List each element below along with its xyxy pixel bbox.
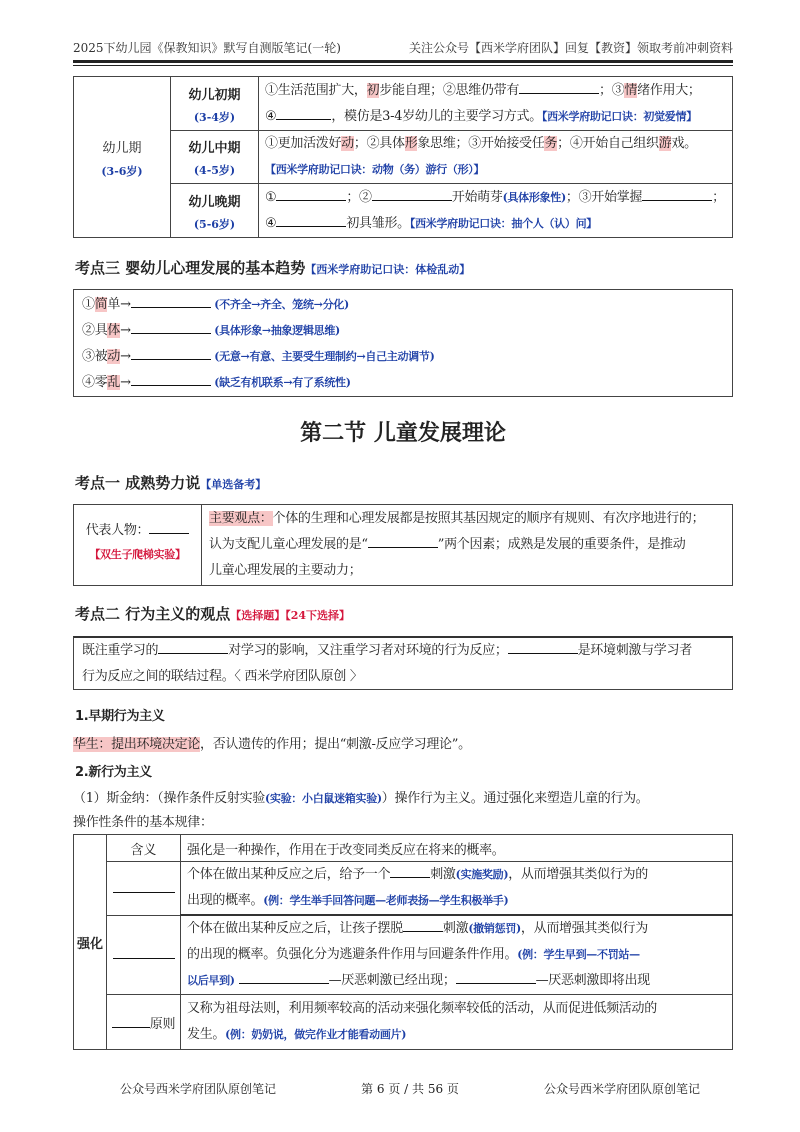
fill-blank (519, 81, 599, 94)
text-segment: ②具 (82, 323, 108, 338)
kp2-tag: 【24下选择】 (285, 609, 351, 622)
fill-blank (390, 865, 430, 878)
neo-sub: 操作性条件的基本规律： (73, 815, 213, 830)
kp1-title: 考点一 成熟势力说 (75, 474, 201, 492)
highlighted-text: 形 (404, 136, 418, 151)
text-segment: → (120, 323, 131, 338)
fill-blank (372, 188, 452, 201)
kp1-box (73, 504, 733, 586)
mnemonic-note: (撤销惩罚) (468, 922, 521, 935)
text-segment: 个体的生理和心理发展都是按照其基因规定的顺序有规则、有次序地进行的； (272, 511, 705, 526)
text-segment: 认为支配儿童心理发展的是“ (209, 537, 368, 552)
stage-desc (259, 77, 733, 131)
stage-age: (5-6岁) (193, 217, 236, 231)
highlighted-text: 动 (341, 136, 354, 151)
text-segment: ）操作行为主义。通过强化来塑造儿童的行为。 (381, 791, 649, 806)
text-line (187, 862, 732, 888)
highlighted-text: 初 (366, 82, 380, 98)
fill-blank (131, 347, 211, 360)
stage-name-cell (171, 131, 259, 184)
kp3-title: 考点三 婴幼儿心理发展的基本趋势 (75, 259, 306, 277)
fill-blank (508, 641, 578, 654)
text-segment: ，否认遗传的作用；提出“刺激-反应学习理论”。 (200, 737, 471, 752)
fill-blank (149, 521, 189, 534)
highlighted-text: 务 (544, 136, 558, 151)
text-segment: ① (265, 189, 277, 205)
stage-age: (4-5岁) (193, 164, 236, 177)
text-segment: ③被 (82, 349, 108, 364)
period-name: 幼儿期 (102, 141, 142, 156)
kp1-content (202, 505, 704, 585)
text-segment: 发生。 (187, 1027, 226, 1042)
kp2-tag: 【选择题】 (230, 609, 286, 622)
text-line (209, 532, 704, 558)
kp2-box (73, 636, 733, 690)
fill-blank (276, 107, 331, 120)
text-line (82, 664, 732, 690)
text-line (82, 292, 732, 318)
principle-cell (107, 995, 181, 1050)
page-number: 第 6 页 / 共 56 页 (361, 1082, 459, 1096)
mnemonic-note: (实验：小白鼠迷箱实验) (264, 792, 382, 805)
footer-left: 公众号西米学府团队原创笔记 (120, 1082, 277, 1096)
text-segment: ① (82, 297, 95, 312)
text-line (82, 370, 732, 396)
highlighted-text: 动 (107, 349, 121, 364)
header-divider (73, 60, 733, 66)
highlighted-text: 华生：提出环境决定论 (73, 737, 201, 752)
text-segment: 初具雏形。 (346, 215, 410, 231)
negative-blank-cell (107, 915, 181, 995)
text-segment: 个体在做出某种反应之后，给予一个 (187, 867, 391, 882)
fill-blank (642, 188, 712, 201)
text-segment: 是环境刺激与学习者 (577, 643, 692, 658)
header-right: 关注公众号【西米学府团队】回复【教资】领取考前冲刺资料 (408, 41, 733, 55)
highlighted-text: 体 (107, 323, 121, 338)
section-title: 第二节 儿童发展理论 (300, 421, 506, 446)
text-line (265, 185, 732, 211)
text-line (265, 78, 732, 104)
kp3-tag: 【西米学府助记口诀：体检乱动】 (305, 263, 471, 276)
text-segment: ； (712, 189, 725, 205)
text-segment: 又称为祖母法则，利用频率较高的活动来强化频率较低的活动，从而促进低频活动的 (187, 1001, 657, 1016)
fill-blank (403, 919, 443, 932)
header-left: 2025下幼儿园《保教知识》默写自测版笔记(一轮) (73, 41, 341, 55)
text-segment: 绪作用大； (637, 82, 701, 98)
reinforce-table (73, 834, 733, 1050)
text-segment: ①更加活泼好 (265, 136, 342, 151)
page-header (73, 40, 733, 56)
highlighted-text: 乱 (107, 375, 121, 390)
text-line (265, 157, 732, 183)
stage-desc (259, 184, 733, 238)
text-segment: 单→ (107, 297, 131, 312)
mnemonic-note: 【西米学府助记口诀：初觉爱情】 (541, 109, 697, 123)
mnemonic-note: 【西米学府助记口诀：抽个人（认）问】 (409, 216, 597, 230)
fill-blank (276, 214, 346, 227)
mnemonic-note: (无意→有意、主要受生理制约→自己主动调节) (210, 350, 435, 363)
highlighted-text: 游 (658, 136, 672, 151)
fill-blank (113, 946, 175, 959)
text-segment: → (120, 375, 131, 390)
fill-blank (112, 1015, 150, 1028)
text-segment: ，模仿是3-4岁幼儿的主要学习方式。 (331, 108, 542, 124)
text-segment: 刺激 (442, 921, 469, 936)
text-segment: ；② (346, 189, 372, 205)
text-segment: ；④开始自己组织 (557, 136, 659, 151)
text-line (187, 916, 732, 942)
text-line (209, 506, 704, 532)
text-segment: 戏。 (671, 136, 697, 151)
text-line (209, 558, 704, 584)
stage-name: 幼儿初期 (188, 87, 241, 103)
text-line (187, 942, 732, 968)
principle-label: 原则 (149, 1016, 176, 1032)
text-segment: 刺激 (430, 867, 456, 882)
text-segment: ；③开始掌握 (565, 189, 643, 205)
text-line (82, 318, 732, 344)
text-segment: ④零 (82, 375, 108, 390)
mnemonic-note: (具体形象性) (502, 190, 566, 204)
text-segment: 开始萌芽 (451, 189, 503, 205)
period-cell (74, 77, 171, 238)
text-segment: 出现的概率。 (187, 893, 264, 908)
text-segment: → (120, 349, 131, 364)
stage-name-cell (171, 184, 259, 238)
meaning-label: 含义 (107, 835, 181, 862)
text-segment: ”两个因素；成熟是发展的重要条件，是推动 (437, 537, 686, 552)
mnemonic-note: 以后早到) (187, 974, 235, 987)
highlighted-text: 情 (624, 82, 638, 98)
reinforce-label: 强化 (74, 835, 107, 1050)
mnemonic-note: (例：学生早到—不罚站— (517, 948, 640, 961)
fill-blank (131, 373, 211, 386)
mnemonic-note: (例：学生举手回答问题—老师表扬—学生积极举手) (263, 894, 509, 907)
mnemonic-note: (实施奖励) (455, 868, 509, 881)
positive-blank-cell (107, 862, 181, 916)
mnemonic-note: 【西米学府助记口诀：动物（务）游行（形）】 (265, 163, 485, 176)
stage-name-cell (171, 77, 259, 131)
text-line (187, 968, 732, 994)
mnemonic-note: (不齐全→齐全、笼统→分化) (210, 298, 349, 311)
text-line (82, 638, 732, 664)
text-segment: ，从而增强其类似行为 (520, 921, 648, 936)
text-line (187, 1022, 732, 1048)
text-line (73, 786, 733, 812)
mnemonic-note: (具体形象→抽象逻辑思维) (210, 324, 340, 337)
text-segment: 儿童心理发展的主要动力； (209, 563, 362, 578)
fill-blank (131, 321, 211, 334)
highlighted-text: 简 (94, 297, 108, 312)
kp1-tag: 【单选备考】 (200, 478, 267, 491)
text-line (181, 835, 733, 862)
mnemonic-note: (例：奶奶说，做完作业才能看动画片) (225, 1028, 407, 1041)
stage-desc (259, 131, 733, 184)
text-line (82, 344, 732, 370)
neo-title: 2.新行为主义 (75, 765, 152, 780)
page-footer (120, 1080, 700, 1097)
stage-name: 幼儿晚期 (188, 194, 241, 210)
kp2-heading (73, 604, 733, 624)
mnemonic-note: (缺乏有机联系→有了系统性) (210, 376, 351, 389)
text-line (265, 131, 732, 157)
fill-blank (131, 295, 211, 308)
rep-label: 代表人物： (85, 523, 150, 538)
text-segment: （1）斯金纳：（操作条件反射实验 (73, 791, 265, 806)
text-segment: ①生活范围扩大， (265, 82, 367, 98)
text-segment: —厌恶刺激已经出现； (328, 973, 456, 988)
kp2-title: 考点二 行为主义的观点 (75, 605, 231, 623)
text-segment: 步能自理；②思维仍带有 (379, 82, 520, 98)
period-age: (3-6岁) (101, 165, 143, 178)
text-segment: 个体在做出某种反应之后，让孩子摆脱 (187, 921, 403, 936)
fill-blank (113, 880, 175, 893)
stage-age: (3-4岁) (193, 110, 236, 124)
rep-tag: 【双生子爬梯实验】 (89, 548, 186, 561)
text-segment: 的出现的概率。负强化分为逃避条件作用与回避条件作用。 (187, 947, 518, 962)
text-segment: —厌恶刺激即将出现 (535, 973, 650, 988)
rep-cell (74, 505, 202, 585)
text-line (265, 104, 732, 130)
fill-blank (239, 971, 329, 984)
fill-blank (276, 188, 346, 201)
text-line (187, 996, 732, 1022)
kp3-box (73, 289, 733, 397)
kp1-heading (73, 473, 733, 493)
fill-blank (456, 971, 536, 984)
text-segment: 行为反应之间的联结过程。〈 西米学府团队原创 〉 (82, 669, 363, 684)
footer-right: 公众号西米学府团队原创笔记 (543, 1082, 700, 1096)
text-segment: ，从而增强其类似行为的 (508, 867, 648, 882)
fill-blank (368, 535, 438, 548)
text-segment: 对学习的影响，又注重学习者对环境的行为反应； (228, 643, 508, 658)
text-line (73, 730, 733, 760)
stage-table (73, 76, 733, 238)
text-line (265, 211, 732, 237)
text-segment: ④ (265, 108, 277, 124)
text-segment: ；③ (599, 82, 625, 98)
page-content (73, 40, 733, 1050)
text-segment: ；②具体 (353, 136, 405, 151)
stage-name: 幼儿中期 (188, 141, 241, 156)
early-title: 1.早期行为主义 (75, 709, 165, 724)
text-segment: 强化是一种操作，作用在于改变同类反应在将来的概率。 (187, 842, 505, 858)
kp3-heading (73, 258, 733, 278)
text-segment: ④ (265, 215, 277, 231)
highlighted-text: 主要观点： (209, 511, 273, 526)
text-segment: 既注重学习的 (82, 643, 159, 658)
fill-blank (158, 641, 228, 654)
text-line (187, 888, 732, 914)
text-segment: 象思维；③开始接受任 (417, 136, 545, 151)
